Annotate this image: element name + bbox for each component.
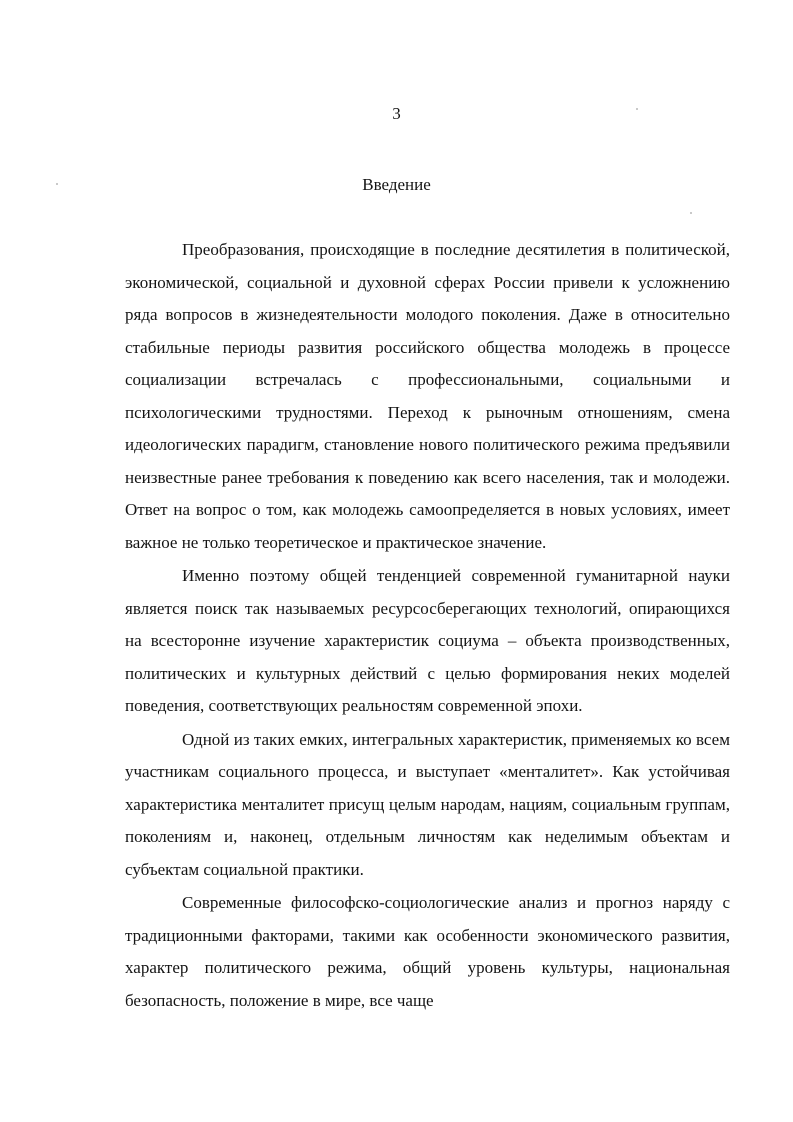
scan-speck	[690, 212, 692, 214]
page-number: 3	[392, 104, 401, 123]
paragraph: Современные философско-социологические анализ и прогноз наряду с традиционными факторами, такими как особенности экономического развития, характер политического режима, общий уровень культуры, национальная безопасность, положение в мире, все чаще	[125, 893, 730, 1010]
section-heading: Введение	[362, 175, 431, 194]
scan-speck	[636, 108, 638, 110]
paragraph: Преобразования, происходящие в последние десятилетия в политической, экономической, социальной и духовной сферах России привели к усложнению ряда вопросов в жизнедеятельности молодого поколения. Даже в относительно стабильные периоды развития российского общества молодежь в процессе социализации встречалась с профессиональными, социальными и психологическими трудностями. Переход к рыночным отношениям, смена идеологических парадигм, становление нового политического режима предъявили неизвестные ранее требования к поведению как всего населения, так и молодежи. Ответ на вопрос о том, как молодежь самоопределяется в новых условиях, имеет важное не только теоретическое и практическое значение.	[125, 240, 730, 552]
paragraph: Именно поэтому общей тенденцией современной гуманитарной науки является поиск так называемых ресурсосберегающих технологий, опирающихся на всесторонне изучение характеристик социума – объекта производственных, политических и культурных действий с целью формирования неких моделей поведения, соответствующих реальностям современной эпохи.	[125, 566, 730, 715]
body-text	[125, 234, 730, 1018]
scan-speck	[56, 183, 58, 185]
paragraph: Одной из таких емких, интегральных характеристик, применяемых ко всем участникам социального процесса, и выступает «менталитет». Как устойчивая характеристика менталитет присущ целым народам, нациям, социальным группам, поколениям и, наконец, отдельным личностям как неделимым объектам и субъектам социальной практики.	[125, 729, 730, 879]
